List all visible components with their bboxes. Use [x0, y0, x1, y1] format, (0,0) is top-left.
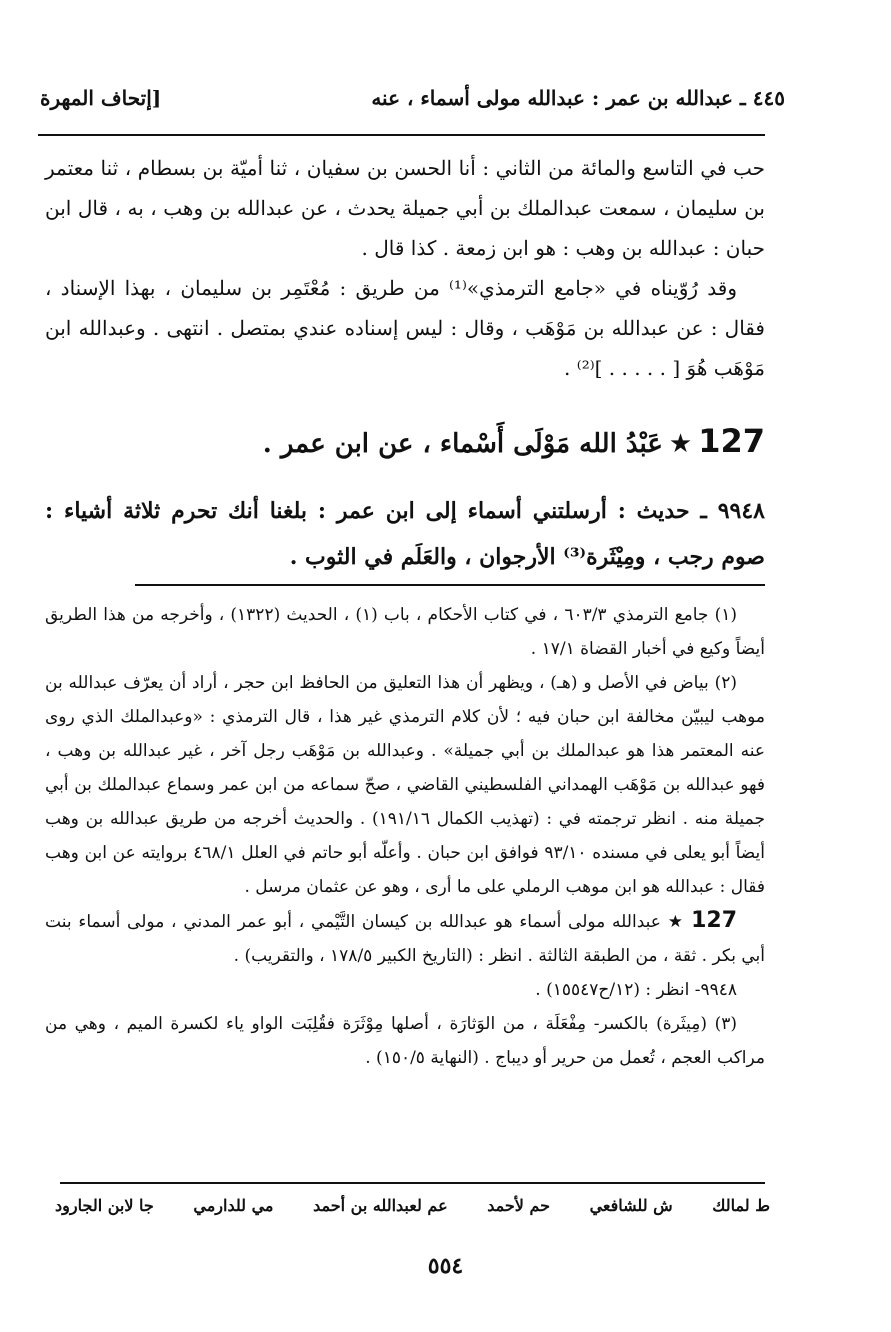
- footnotes: [45, 598, 765, 1075]
- footnote-rule: [135, 584, 765, 586]
- main-text: [45, 148, 765, 388]
- page-number: ٥٥٤: [427, 1253, 464, 1279]
- header-title: ٤٤٥ ـ عبدالله بن عمر : عبدالله مولى أسماء ، عنه: [371, 86, 785, 110]
- abbreviations-key: [55, 1196, 770, 1230]
- entry-heading: [45, 422, 765, 472]
- star-icon: ★: [667, 912, 685, 932]
- abbreviation-item: جا لابن الجارود: [55, 1196, 154, 1215]
- footnote-2: (٢) بياض في الأصل و (هـ) ، ويظهر أن هذا التعليق من الحافظ ابن حجر ، أراد أن يعرّف عبدالله بن موهب ليبيّن مخالفة ابن حبان فيه ؛ لأن كلام الترمذي غير هذا ، قال الترمذي : «وعبدالملك الذي روى عنه المعتمر هذا هو عبدالملك بن أبي جميلة» . وعبدالله بن مَوْهَب رجل آخر ، غير عبدالله بن وهب ، فهو عبدالله بن مَوْهَب الهمداني الفلسطيني القاضي ، صحّ سماعه من ابن عمر وسماع عبدالملك بن أبي جميلة منه . انظر ترجمته في : (تهذيب الكمال ١٩١/١٦) . والحديث أخرجه من طريق عبدالله بن وهب أيضاً أبو يعلى في مسنده ٩٣/١٠ فوافق ابن حبان . وأعلّه أبو حاتم في العلل ٤٦٨/١ بروايته عن ابن وهب فقال : عبدالله هو ابن موهب الرملي على ما أرى ، وهو عن عثمان مرسل .: [45, 673, 766, 897]
- paragraph-1: حب في التاسع والمائة من الثاني : أنا الحسن بن سفيان ، ثنا أميّة بن بسطام ، ثنا معتمر بن سليمان ، سمعت عبدالملك بن أبي جميلة يحدث ، عن عبدالله بن وهب ، به ، قال ابن حبان : عبدالله بن وهب : هو ابن زمعة . كذا قال .: [45, 156, 765, 260]
- footnote-3: (٣) (مِيثَرة) بالكسر- مِفْعَلَة ، من الوَثارَة ، أصلها مِوْثَرَة فقُلِبَت الواو ياء لكسرة الميم ، وهي من مراكب العجم ، تُعمل من حرير أو ديباج . (النهاية ١٥٠/٥) .: [45, 1014, 765, 1068]
- footnote-127-text: عبدالله مولى أسماء هو عبدالله بن كيسان التَّيْمي ، أبو عمر المدني ، مولى أسماء بنت أبي بكر . ثقة ، من الطبقة الثالثة . انظر : (التاريخ الكبير ١٧٨/٥ ، والتقريب) .: [45, 912, 765, 966]
- footnote-1: (١) جامع الترمذي ٦٠٣/٣ ، في كتاب الأحكام ، باب (١) ، الحديث (١٣٢٢) ، وأخرجه من هذا الطريق أيضاً وكيع في أخبار القضاة ١٧/١ .: [45, 605, 765, 659]
- hadith-text: ٩٩٤٨ ـ حديث : أرسلتني أسماء إلى ابن عمر : بلغنا أنك تحرم ثلاثة أشياء : صوم رجب ، ومِيْثَرة⁽³⁾ الأرجوان ، والعَلَم في الثوب .: [45, 498, 765, 570]
- abbreviation-item: حم لأحمد: [487, 1196, 550, 1215]
- running-header: [40, 80, 785, 124]
- abbreviation-item: مي للدارمي: [193, 1196, 274, 1215]
- header-book-title: [إتحاف المهرة: [40, 86, 162, 110]
- footnote-9948: ٩٩٤٨- انظر : (١٢/ح١٥٥٤٧) .: [535, 980, 737, 1000]
- abbreviation-item: ش للشافعي: [589, 1196, 673, 1215]
- footnote-127-number: 127: [691, 908, 738, 933]
- entry-number: 127: [698, 422, 765, 460]
- paragraph-2: وقد رُوّيناه في «جامع الترمذي»⁽¹⁾ من طريق : مُعْتَمِر بن سليمان ، بهذا الإسناد ، فقال : عن عبدالله بن مَوْهَب ، وقال : ليس إسناده عندي بمتصل . انتهى . وعبدالله ابن مَوْهَب هُوَ [ . . . . . ]⁽²⁾ .: [45, 276, 765, 380]
- abbreviation-item: عم لعبدالله بن أحمد: [313, 1196, 448, 1215]
- footnote-127: [45, 904, 765, 973]
- abbreviation-item: ط لمالك: [712, 1196, 770, 1215]
- header-rule: [38, 134, 765, 136]
- abbreviations-rule: [60, 1182, 765, 1184]
- star-icon: ★: [668, 429, 693, 459]
- entry-name: عَبْدُ الله مَوْلَى أَسْماء ، عن ابن عمر .: [262, 429, 663, 459]
